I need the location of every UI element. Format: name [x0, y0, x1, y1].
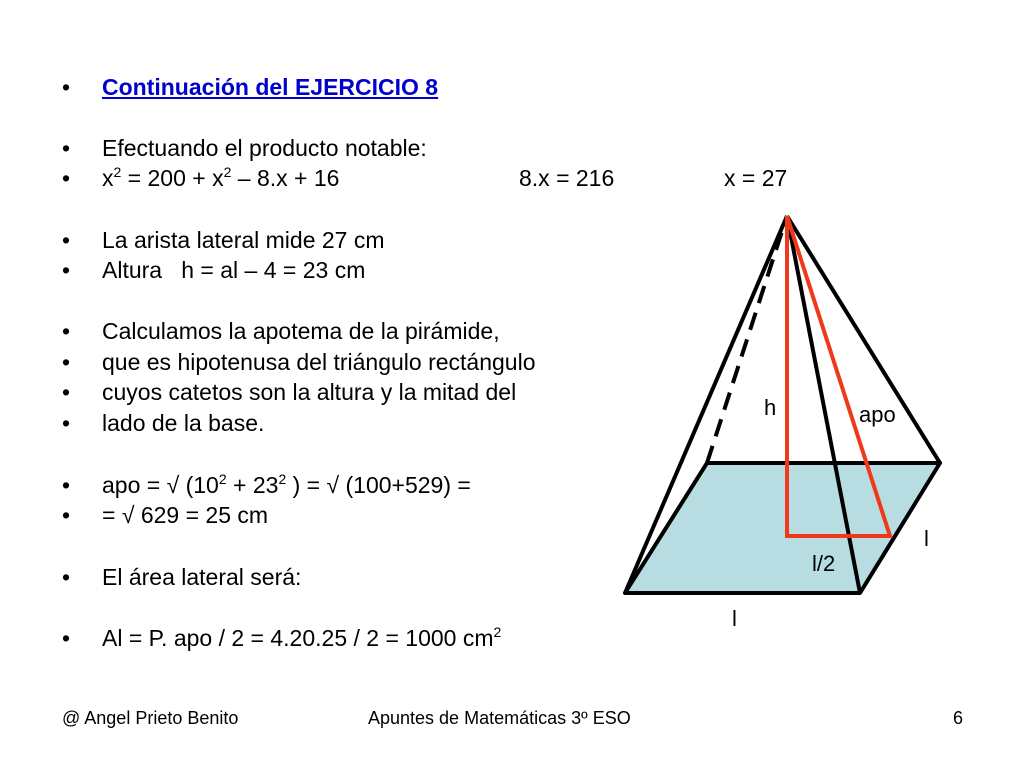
- label-l-right: l: [924, 526, 929, 551]
- bullet: •: [62, 318, 71, 344]
- bullet: •: [62, 349, 71, 375]
- apo-sup1: 2: [218, 471, 227, 487]
- hipotenusa-text: que es hipotenusa del triángulo rectángulo: [102, 349, 536, 375]
- altura-text: Altura h = al – 4 = 23 cm: [102, 257, 366, 283]
- base-text: lado de la base.: [102, 410, 265, 436]
- area-intro-text: El área lateral será:: [102, 564, 302, 590]
- footer-page: 6: [953, 708, 964, 728]
- eq-mid1: = 200 + x: [121, 165, 224, 191]
- bullet: •: [62, 502, 71, 528]
- label-l-bottom: l: [732, 606, 737, 631]
- bullet: •: [62, 625, 71, 651]
- bullet: •: [62, 165, 71, 191]
- arista-text: La arista lateral mide 27 cm: [102, 227, 385, 253]
- step1-text: 8.x = 216: [519, 165, 615, 191]
- eq-sup1: 2: [113, 164, 122, 180]
- exercise-title[interactable]: Continuación del EJERCICIO 8: [102, 74, 439, 100]
- bullet: •: [62, 564, 71, 590]
- footer-course: Apuntes de Matemáticas 3º ESO: [368, 708, 631, 728]
- eq-sup2: 2: [223, 164, 232, 180]
- product-text: Efectuando el producto notable:: [102, 135, 427, 161]
- catetos-text: cuyos catetos son la altura y la mitad del: [102, 379, 517, 405]
- eq-mid2: – 8.x + 16: [231, 165, 340, 191]
- edge-back-hidden: [707, 216, 787, 463]
- area-sup: 2: [493, 624, 502, 640]
- apotema-text: Calculamos la apotema de la pirámide,: [102, 318, 500, 344]
- label-l-half: l/2: [812, 551, 836, 576]
- apo-result-text: = √ 629 = 25 cm: [102, 502, 269, 528]
- bullet: •: [62, 257, 71, 283]
- bullet: •: [62, 135, 71, 161]
- apo-a: apo = √ (10: [102, 472, 219, 498]
- bullet: •: [62, 410, 71, 436]
- step2-text: x = 27: [724, 165, 788, 191]
- area-a: Al = P. apo / 2 = 4.20.25 / 2 = 1000 cm: [102, 625, 494, 651]
- apo-c: ) = √ (100+529) =: [286, 472, 471, 498]
- footer-author: @ Angel Prieto Benito: [62, 708, 239, 728]
- bullet: •: [62, 379, 71, 405]
- bullet: •: [62, 227, 71, 253]
- eq-x: x: [102, 165, 114, 191]
- bullet: •: [62, 472, 71, 498]
- bullet: •: [62, 74, 71, 100]
- label-h: h: [764, 395, 777, 420]
- apo-b: + 23: [226, 472, 279, 498]
- apo-sup2: 2: [278, 471, 287, 487]
- label-apo: apo: [859, 402, 896, 427]
